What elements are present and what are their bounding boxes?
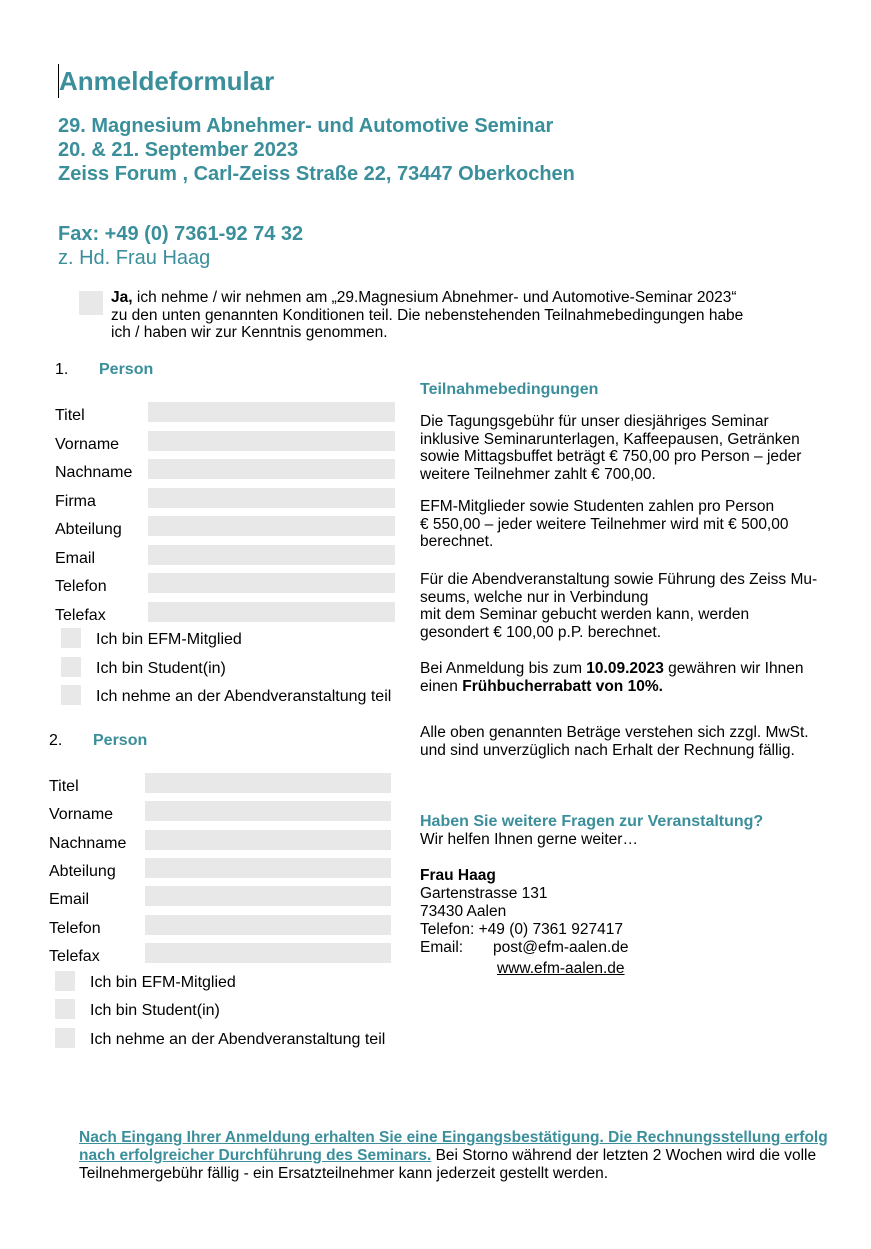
person1-field-label: Abteilung bbox=[55, 521, 122, 538]
person2-heading: Person bbox=[93, 732, 148, 749]
person1-number: 1. bbox=[55, 361, 69, 378]
person1-checkbox[interactable] bbox=[61, 685, 81, 705]
contact-email[interactable]: post@efm-aalen.de bbox=[493, 939, 629, 956]
person1-input-telefon[interactable] bbox=[148, 573, 395, 593]
person2-checkbox[interactable] bbox=[55, 1028, 75, 1048]
consent-text: Ja, ich nehme / wir nehmen am „29.Magnesium Abnehmer- und Automotive-Seminar 2023“ zu den unten genannten Konditionen teil. Die nebenstehenden Teilnahmebedingungen habe ich / haben wir zur Kenntnis genommen. bbox=[111, 289, 744, 341]
person2-checkbox-label: Ich bin EFM-Mitglied bbox=[90, 974, 236, 991]
person2-checkbox-label: Ich bin Student(in) bbox=[90, 1002, 220, 1020]
person2-checkbox[interactable] bbox=[55, 971, 75, 991]
person1-input-titel[interactable] bbox=[148, 402, 395, 422]
person1-input-abteilung[interactable] bbox=[148, 516, 395, 536]
person1-input-email[interactable] bbox=[148, 545, 395, 565]
person2-field-label: Titel bbox=[49, 778, 79, 795]
contact-email-row bbox=[420, 939, 850, 957]
person1-checkbox[interactable] bbox=[61, 657, 81, 677]
person1-input-vorname[interactable] bbox=[148, 431, 395, 451]
person2-field-label: Nachname bbox=[49, 834, 127, 852]
person2-number: 2. bbox=[49, 732, 63, 749]
person1-input-firma[interactable] bbox=[148, 488, 395, 508]
person1-field-label: Telefax bbox=[55, 606, 106, 624]
conditions-p4: Bei Anmeldung bis zum 10.09.2023 gewähren wir Ihnen einen Frühbucherrabatt von 10%. bbox=[420, 660, 804, 695]
footer-text: Bei Storno während der letzten 2 Wochen wird die volle Teilnehmergebühr fällig - ein Ersatzteilnehmer kann jederzeit gestellt werden. bbox=[79, 1147, 817, 1182]
conditions-p2: EFM-Mitglieder sowie Studenten zahlen pro Person € 550,00 – jeder weitere Teilnehmer wird mit € 500,00 berechnet. bbox=[420, 498, 789, 550]
person1-input-nachname[interactable] bbox=[148, 459, 395, 479]
contact-phone: Telefon: +49 (0) 7361 927417 bbox=[420, 921, 623, 938]
person2-input-nachname[interactable] bbox=[145, 830, 391, 850]
seminar-location: Zeiss Forum , Carl-Zeiss Straße 22, 73447 Oberkochen bbox=[58, 163, 575, 185]
person1-field-label: Telefon bbox=[55, 578, 107, 595]
person2-field-label: Email bbox=[49, 891, 90, 909]
person2-checkbox[interactable] bbox=[55, 999, 75, 1019]
contact-street: Gartenstrasse 131 bbox=[420, 885, 548, 902]
fax-number: Fax: +49 (0) 7361-92 74 32 bbox=[58, 223, 304, 245]
person2-input-email[interactable] bbox=[145, 886, 391, 906]
person1-input-telefax[interactable] bbox=[148, 602, 395, 622]
seminar-title: 29. Magnesium Abnehmer- und Automotive Seminar bbox=[58, 115, 554, 137]
conditions-p1: Die Tagungsgebühr für unser diesjähriges Seminar inklusive Seminarunterlagen, Kaffeepausen, Getränken sowie Mittagsbuffet beträgt € 750,00 pro Person – jeder weitere Teilnehmer zahlt € 700,00. bbox=[420, 413, 802, 483]
seminar-date: 20. & 21. September 2023 bbox=[58, 139, 299, 161]
person2-field-label: Vorname bbox=[49, 806, 114, 824]
person1-field-label: Vorname bbox=[55, 435, 120, 453]
conditions-p3: Für die Abendveranstaltung sowie Führung des Zeiss Mu- seums, welche nur in Verbindung mit dem Seminar gebucht werden kann, werden gesondert € 100,00 p.P. berechnet. bbox=[420, 571, 818, 641]
person1-checkbox[interactable] bbox=[61, 628, 81, 648]
contact-name: Frau Haag bbox=[420, 867, 496, 884]
person2-input-vorname[interactable] bbox=[145, 801, 391, 821]
website-link[interactable]: www.efm-aalen.de bbox=[497, 960, 625, 977]
attention-line: z. Hd. Frau Haag bbox=[58, 247, 211, 269]
person2-input-telefax[interactable] bbox=[145, 943, 391, 963]
conditions-heading: Teilnahmebedingungen bbox=[420, 381, 599, 398]
person2-input-telefon[interactable] bbox=[145, 915, 391, 935]
page-title: Anmeldeformular bbox=[59, 66, 275, 96]
footer-note bbox=[79, 1129, 839, 1183]
conditions-p5: Alle oben genannten Beträge verstehen sich zzgl. MwSt. und sind unverzüglich nach Erhalt der Rechnung fällig. bbox=[420, 724, 809, 759]
person1-checkbox-label: Ich bin EFM-Mitglied bbox=[96, 631, 242, 648]
contact-city: 73430 Aalen bbox=[420, 903, 507, 920]
person2-field-label: Telefax bbox=[49, 947, 100, 965]
footer-link[interactable]: Nach Eingang Ihrer Anmeldung erhalten Sie eine Eingangsbestätigung. Die Rechnungsstellung erfolg nach erfolgreicher Durchführung des Seminars. bbox=[79, 1129, 828, 1164]
person2-input-abteilung[interactable] bbox=[145, 858, 391, 878]
person1-checkbox-label: Ich nehme an der Abendveranstaltung teil bbox=[96, 688, 392, 705]
contact-help: Wir helfen Ihnen gerne weiter… bbox=[420, 831, 638, 848]
person2-field-label: Abteilung bbox=[49, 862, 116, 880]
consent-checkbox[interactable] bbox=[79, 291, 103, 315]
person1-field-label: Titel bbox=[55, 407, 85, 424]
person1-checkbox-label: Ich bin Student(in) bbox=[96, 659, 226, 677]
contact-email-label: Email: bbox=[420, 939, 464, 956]
person1-field-label: Nachname bbox=[55, 464, 133, 481]
person1-heading: Person bbox=[99, 361, 154, 378]
person2-field-label: Telefon bbox=[49, 919, 101, 937]
person1-field-label: Firma bbox=[55, 492, 96, 510]
contact-question: Haben Sie weitere Fragen zur Veranstaltung? bbox=[420, 813, 764, 830]
person2-input-titel[interactable] bbox=[145, 773, 391, 793]
person1-field-label: Email bbox=[55, 549, 96, 567]
person2-checkbox-label: Ich nehme an der Abendveranstaltung teil bbox=[90, 1030, 386, 1048]
